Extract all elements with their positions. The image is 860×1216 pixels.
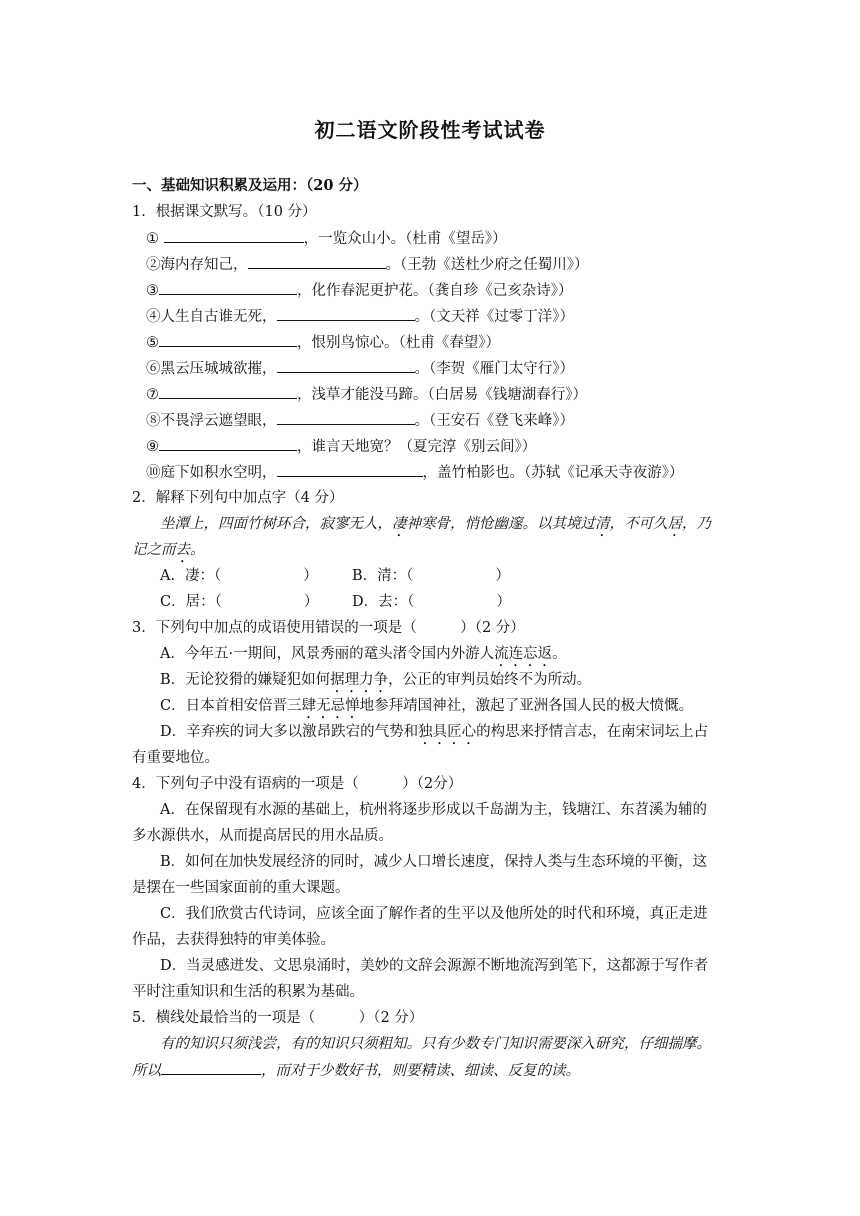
q4-option-d: D．当灵感迸发、文思泉涌时，美妙的文辞会源源不断地流泻到笔下，这都源于写作者: [160, 958, 709, 974]
answer-blank[interactable]: [277, 358, 415, 373]
q1-item-5: ⑤ ，恨别鸟惊心。（杜甫《春望》）: [146, 332, 500, 353]
question-3-stem: 3．下列句中加点的成语使用错误的一项是（ ）（2 分）: [132, 620, 525, 636]
answer-blank[interactable]: [277, 306, 415, 321]
q1-item-10: ⑩庭下如积水空明， ，盖竹柏影也。（苏轼《记承天寺夜游》）: [146, 462, 684, 483]
answer-blank[interactable]: [161, 1060, 261, 1075]
answer-blank[interactable]: [159, 384, 297, 399]
q2-options-row-1: A．凄：（ ） B．清：（ ）: [160, 568, 510, 584]
q1-item-3: ③ ，化作春泥更护花。（龚自珍《己亥杂诗》）: [146, 280, 573, 301]
q1-item-1: ① ，一览众山小。（杜甫《望岳》）: [146, 228, 507, 249]
q4-option-c-cont: 作品，去获得独特的审美体验。: [132, 932, 335, 948]
question-4-stem: 4．下列句子中没有语病的一项是（ ）（2分）: [132, 776, 463, 792]
dotted-char: 居: [667, 516, 682, 532]
answer-blank[interactable]: [159, 332, 297, 347]
q4-option-c: C．我们欣赏古代诗词，应该全面了解作者的生平以及他所处的时代和环境，真正走进: [160, 906, 708, 922]
q1-item-4: ④人生自古谁无死， 。（文天祥《过零丁洋》）: [146, 306, 574, 327]
question-1-stem: 1．根据课文默写。（10 分）: [132, 204, 317, 220]
q2-options-row-2: C．居：（ ） D．去：（ ）: [160, 594, 511, 610]
q1-item-6: ⑥黑云压城城欲摧， 。（李贺《雁门太守行》）: [146, 358, 574, 379]
answer-blank[interactable]: [159, 436, 297, 451]
q4-option-d-cont: 平时注重知识和生活的积累为基础。: [132, 984, 364, 1000]
q1-item-8: ⑧不畏浮云遮望眼， 。（王安石《登飞来峰》）: [146, 410, 574, 431]
answer-blank[interactable]: [277, 410, 415, 425]
page-title: 初二语文阶段性考试试卷: [314, 118, 546, 142]
q3-option-b: B．无论狡猾的嫌疑犯如何据理力争，公正的审判员始终不为所动。: [160, 672, 592, 688]
dotted-char: 凄: [392, 516, 407, 532]
q4-option-a-cont: 多水源供水，从而提高居民的用水品质。: [132, 828, 393, 844]
q3-option-d-cont: 有重要地位。: [132, 750, 219, 766]
q1-item-2: ②海内存知己， 。（王勃《送杜少府之任蜀川》）: [146, 254, 589, 275]
answer-blank[interactable]: [248, 254, 386, 269]
section-heading: 一、基础知识积累及运用：（20 分）: [132, 177, 368, 194]
q5-passage-line-2: 所以 ，而对于少数好书，则要精读、细读、反复的读。: [132, 1060, 580, 1081]
q2-passage-line-2: 记之而去。: [132, 542, 205, 558]
dotted-char: 去: [175, 542, 190, 558]
q3-option-c: C．日本首相安倍晋三肆无忌惮地参拜靖国神社，激起了亚洲各国人民的极大愤慨。: [160, 698, 694, 714]
q4-option-b-cont: 是摆在一些国家面前的重大课题。: [132, 880, 350, 896]
q1-item-7: ⑦ ，浅草才能没马蹄。（白居易《钱塘湖春行》）: [146, 384, 587, 405]
q4-option-b: B．如何在加快发展经济的同时，减少人口增长速度，保持人类与生态环境的平衡，这: [160, 854, 708, 870]
q4-option-a: A．在保留现有水源的基础上，杭州将逐步形成以千岛湖为主，钱塘江、东苕溪为辅的: [160, 802, 707, 818]
dotted-char: 清: [595, 516, 610, 532]
q2-passage-line-1: 坐潭上，四面竹树环合，寂寥无人，凄神寒骨，悄怆幽邃。以其境过清，不可久居，乃: [160, 516, 711, 532]
question-2-stem: 2．解释下列句中加点字（4 分）: [132, 490, 344, 506]
q5-passage-line-1: 有的知识只须浅尝，有的知识只须粗知。只有少数专门知识需要深入研究，仔细揣摩。: [160, 1036, 711, 1052]
answer-blank[interactable]: [159, 280, 297, 295]
answer-blank[interactable]: [277, 462, 423, 477]
q1-item-9: ⑨ ，谁言天地宽？（夏完淳《别云间》）: [146, 436, 536, 457]
question-5-stem: 5．横线处最恰当的一项是（ ）（2 分）: [132, 1010, 424, 1026]
answer-blank[interactable]: [164, 228, 304, 243]
q3-option-a: A．今年五·一期间，风景秀丽的鼋头渚令国内外游人流连忘返。: [160, 646, 567, 662]
q3-option-d: D．辛弃疾的词大多以激昂跌宕的气势和独具匠心的构思来抒情言志，在南宋词坛上占: [160, 724, 709, 740]
